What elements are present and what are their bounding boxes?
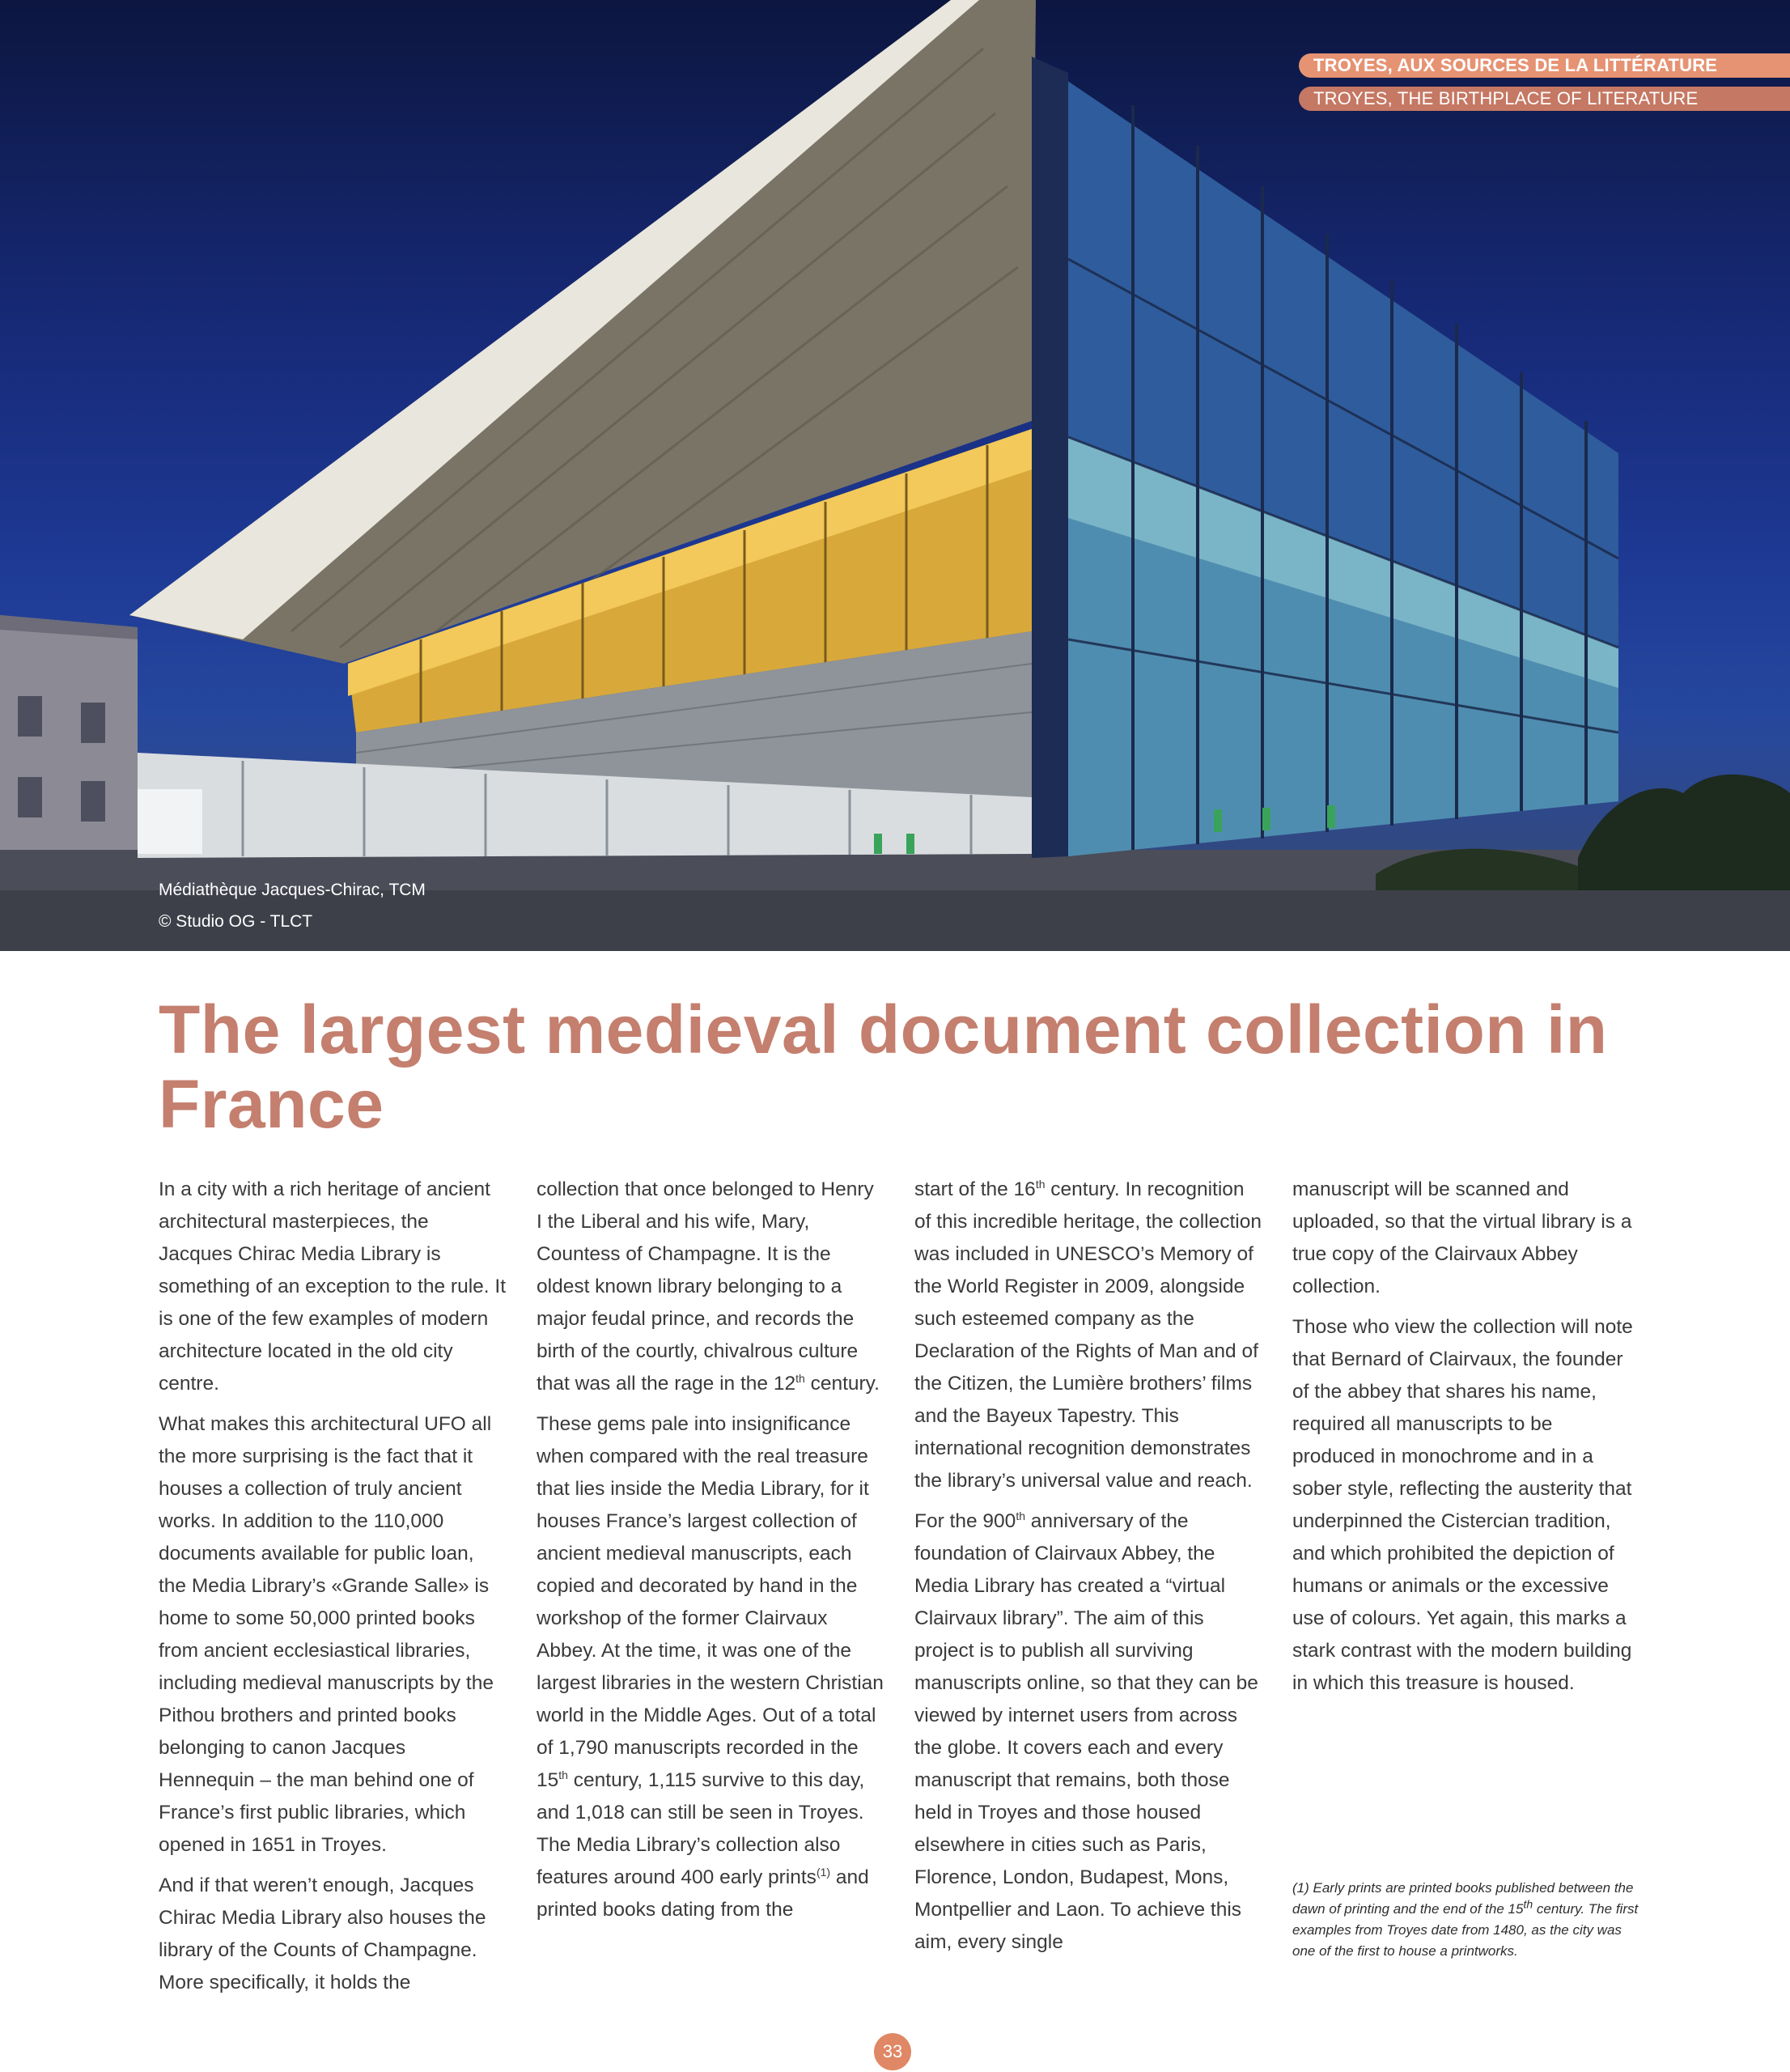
footnote-marker: (1) <box>1292 1880 1313 1896</box>
text-column-3 <box>914 1174 1262 1967</box>
paragraph: What makes this architectural UFO all the more surprising is the fact that it houses a collection of truly ancient works. In addition to the 110,000 documents available for public loan, the Media Library’s «Grande Salle» is home to some 50,000 printed books from ancient ecclesiastical libraries, including medieval manuscripts by the Pithou brothers and printed books belonging to canon Jacques Hennequin – the man behind one of France’s first public libraries, which opened in 1651 in Troyes. <box>159 1413 494 1856</box>
footnote <box>1292 1878 1640 1962</box>
paragraph <box>914 1174 1262 1497</box>
text-run: These gems pale into insignificance when compared with the real treasure that lies inside the Media Library, for it houses France’s largest collection of ancient medieval manuscripts, each copied and decorated by hand in the workshop of the former Clairvaux Abbey. At the time, it was one of the largest libraries in the western Christian world in the Middle Ages. Out of a total of 1,790 manuscripts recorded in the 15 <box>537 1413 884 1791</box>
photo-credit: © Studio OG - TLCT <box>159 912 313 931</box>
text-run: anniversary of the foundation of Clairvaux Abbey, the Media Library has created a “virtual Clairvaux library”. The aim of this project is to publish all surviving manuscripts online, so that they can be viewed by internet users from across the globe. It covers each and every manuscript that remains, both those held in Troyes and those housed elsewhere in cities such as Paris, Florence, London, Budapest, Mons, Montpellier and Laon. To achieve this aim, every single <box>914 1510 1258 1953</box>
text-run: century. <box>804 1373 880 1395</box>
paragraph: In a city with a rich heritage of ancient architectural masterpieces, the Jacques Chirac Media Library is something of an exception to the rule. It is one of the few examples of modern architecture located in the old city centre. <box>159 1178 507 1395</box>
superscript: th <box>1016 1509 1025 1522</box>
footnote-reference: (1) <box>816 1865 831 1879</box>
paragraph: manuscript will be scanned and uploaded, so that the virtual library is a true copy of the Clairvaux Abbey collection. <box>1292 1178 1632 1297</box>
paragraph <box>537 1408 884 1926</box>
library-building-illustration <box>0 0 1790 951</box>
text-run: collection that once belonged to Henry I the Liberal and his wife, Mary, Countess of Champagne. It is the oldest known library belonging to a major feudal prince, and records the birth of the courtly, chivalrous culture that was all the rage in the 12 <box>537 1178 874 1395</box>
text-column-1 <box>159 1174 507 2007</box>
text-run: and printed books dating from the <box>537 1866 869 1921</box>
page-number-badge: 33 <box>874 2033 911 2070</box>
superscript: th <box>558 1768 568 1781</box>
footnote-text: century. The first examples from Troyes date from 1480, as the city was one of the first to house a printworks. <box>1292 1901 1639 1959</box>
photo-caption: Médiathèque Jacques-Chirac, TCM <box>159 881 426 899</box>
paragraph: And if that weren’t enough, Jacques Chirac Media Library also houses the library of the Counts of Champagne. More specifically, it holds the <box>159 1875 486 1993</box>
text-column-4 <box>1292 1174 1640 1708</box>
superscript: th <box>795 1371 805 1385</box>
paragraph: Those who view the collection will note that Bernard of Clairvaux, the founder of the abbey that shares his name, required all manuscripts to be produced in monochrome and in a sober style, reflecting the austerity that underpinned the Cistercian tradition, and which prohibited the depiction of humans or animals or the excessive use of colours. Yet again, this marks a stark contrast with the modern building in which this treasure is housed. <box>1292 1316 1633 1694</box>
text-run: start of the 16 <box>914 1178 1036 1200</box>
superscript: th <box>1523 1897 1533 1911</box>
paragraph <box>537 1174 884 1400</box>
text-run: century. In recognition of this incredible heritage, the collection was included in UNESCO’s Memory of the World Register in 2009, alongside such esteemed company as the Declaration of the Rights of Man and of the Citizen, the Lumière brothers’ films and the Bayeux Tapestry. This international recognition demonstrates the library’s universal value and reach. <box>914 1178 1262 1492</box>
text-run: For the 900 <box>914 1510 1016 1532</box>
text-column-2 <box>537 1174 884 1934</box>
section-tag-french: TROYES, AUX SOURCES DE LA LITTÉRATURE <box>1299 53 1790 78</box>
superscript: th <box>1035 1177 1046 1191</box>
hero-photo <box>0 0 1790 951</box>
article-title: The largest medieval document collection in France <box>159 991 1608 1142</box>
section-tag-english: TROYES, THE BIRTHPLACE OF LITERATURE <box>1299 87 1790 111</box>
footnote-text: Early prints are printed books published between the dawn of printing and the end of the 15 <box>1292 1880 1634 1917</box>
paragraph <box>914 1505 1262 1959</box>
text-run: century, 1,115 survive to this day, and 1,018 can still be seen in Troyes. The Media Library’s collection also features around 400 early prints <box>537 1769 865 1888</box>
